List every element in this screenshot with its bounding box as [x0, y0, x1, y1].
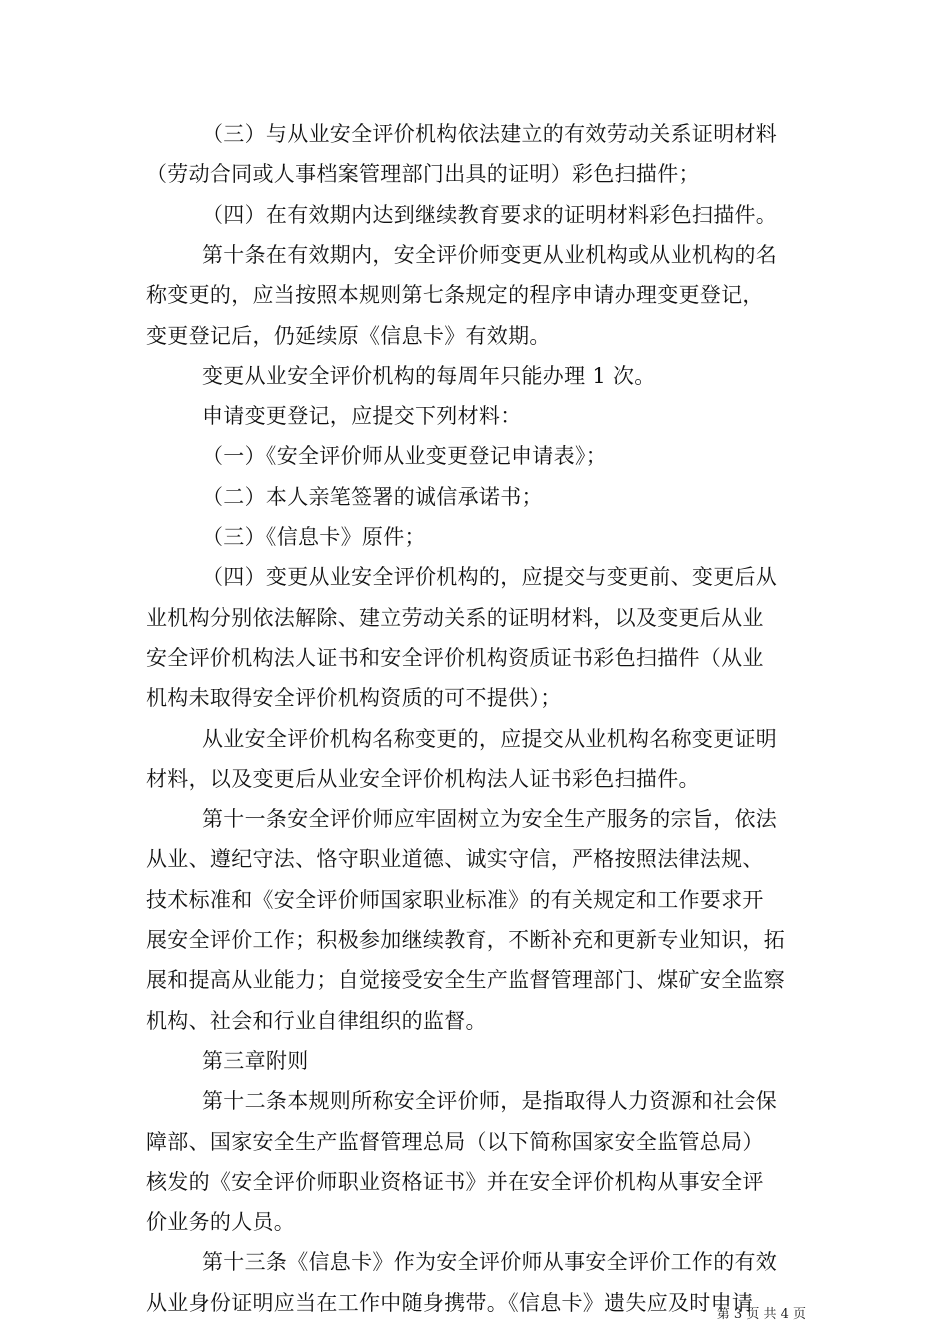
- text-line: 从业、遵纪守法、恪守职业道德、诚实守信，严格按照法律法规、: [146, 847, 764, 872]
- text-line: 变更从业安全评价机构的每周年只能办理 1 次。: [202, 363, 656, 388]
- text-line: 展和提高从业能力；自觉接受安全生产监督管理部门、煤矿安全监察: [146, 968, 785, 993]
- page-number: 第 3 页 共 4 页: [716, 1307, 806, 1322]
- text-line: 展安全评价工作；积极参加继续教育，不断补充和更新专业知识，拓: [146, 928, 785, 952]
- text-line: 业机构分别依法解除、建立劳动关系的证明材料，以及变更后从业: [146, 605, 764, 630]
- text-line: 技术标准和《安全评价师国家职业标准》的有关规定和工作要求开: [146, 887, 764, 912]
- text-line: （四）变更从业安全评价机构的，应提交与变更前、变更后从: [202, 565, 778, 590]
- text-line: （三）与从业安全评价机构依法建立的有效劳动关系证明材料: [202, 122, 778, 146]
- text-line: 第十二条本规则所称安全评价师，是指取得人力资源和社会保: [202, 1089, 778, 1114]
- text-line: 机构未取得安全评价机构资质的可不提供）；: [146, 686, 562, 711]
- text-line: （四）在有效期内达到继续教育要求的证明材料彩色扫描件。: [202, 202, 778, 227]
- text-line: 障部、国家安全生产监督管理总局（以下简称国家安全监管总局）: [146, 1129, 764, 1154]
- text-line: 从业身份证明应当在工作中随身携带。《信息卡》遗失应及时申请: [146, 1290, 754, 1315]
- text-line: 材料，以及变更后从业安全评价机构法人证书彩色扫描件。: [146, 766, 700, 791]
- text-line: 从业安全评价机构名称变更的，应提交从业机构名称变更证明: [202, 726, 778, 751]
- text-line: 变更登记后，仍延续原《信息卡》有效期。: [146, 323, 551, 348]
- text-line: 机构、社会和行业自律组织的监督。: [146, 1008, 487, 1033]
- text-line: （一）《安全评价师从业变更登记申请表》；: [202, 444, 607, 469]
- text-line: （二）本人亲笔签署的诚信承诺书；: [202, 484, 543, 509]
- text-line: 申请变更登记，应提交下列材料：: [202, 404, 522, 429]
- text-line: 第三章附则: [202, 1048, 309, 1073]
- text-line: 安全评价机构法人证书和安全评价机构资质证书彩色扫描件（从业: [146, 645, 764, 670]
- text-line: （劳动合同或人事档案管理部门出具的证明）彩色扫描件；: [146, 162, 700, 187]
- text-line: 第十条在有效期内，安全评价师变更从业机构或从业机构的名: [202, 242, 778, 267]
- text-line: 称变更的，应当按照本规则第七条规定的程序申请办理变更登记，: [146, 283, 764, 308]
- text-line: 第十三条《信息卡》作为安全评价师从事安全评价工作的有效: [202, 1250, 778, 1275]
- text-line: 第十一条安全评价师应牢固树立为安全生产服务的宗旨，依法: [202, 807, 778, 832]
- text-line: 核发的《安全评价师职业资格证书》并在安全评价机构从事安全评: [146, 1169, 764, 1194]
- text-line: 价业务的人员。: [146, 1210, 296, 1235]
- text-line: （三）《信息卡》原件；: [202, 525, 426, 549]
